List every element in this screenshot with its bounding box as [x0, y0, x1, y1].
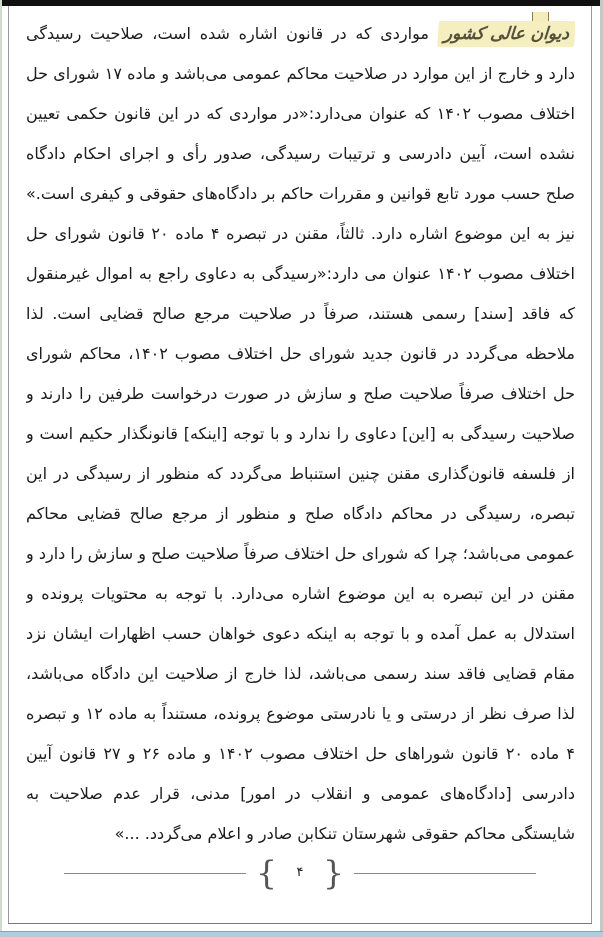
scan-bottom-edge [0, 931, 603, 937]
page-footer [64, 853, 536, 893]
footer-close-brace: } [323, 853, 344, 892]
footer-open-brace: { [256, 853, 277, 892]
footer-rule-left [64, 873, 246, 874]
paragraph-1-text: مواردی که در قانون اشاره شده است، صلاحیت رسیدگی دارد و خارج از این موارد در صلاحیت محاکم عمومی می‌باشد و ماده ۱۷ شورای حل اختلاف مصوب ۱۴۰۲ که عنوان می‌دارد:«در مواردی که در این قانون حکمی تعیین نشده است، آیین دادرسی و ترتیبات رسیدگی، صدور رأی و اجرای احکام دادگاه صلح حسب مورد تابع قوانین و مقررات حاکم بر دادگاه‌های حقوقی و کیفری است.» نیز به این موضوع اشاره دارد. ثالثاً، مقنن در تبصره ۴ ماده ۲۰ قانون شورای حل اختلاف مصوب ۱۴۰۲ عنوان می دارد:«رسیدگی به دعاوی راجع به اموال غیرمنقول که فاقد [سند] رسمی هستند، صرفاً در صلاحیت مرجع صالح قضایی است. لذا ملاحظه می‌گردد در قانون جدید شورای حل اختلاف مصوب ۱۴۰۲، محاکم شورای حل اختلاف صرفاً صلاحیت صلح و سازش در صورت درخواست طرفین را دارند و صلاحیت رسیدگی به [این] دعاوی را ندارد و با توجه [اینکه] قانونگذار حکیم است و از فلسفه قانون‌گذاری مقنن چنین استنباط می‌گردد که منظور از رسیدگی در این تبصره، رسیدگی در محاکم دادگاه صلح و منظور از مرجع صالح قضایی محاکم عمومی می‌باشد؛ چرا که شورای حل اختلاف صرفاً صلاحیت صلح و سازش را دارد و مقنن در این تبصره به این موضوع اشاره می‌دارد. با توجه به محتویات پرونده و استدلال به عمل آمده و با توجه به اینکه دعوی خواهان حسب اظهارات ایشان نزد مقام قضایی فاقد سند رسمی می‌باشد، لذا خارج از صلاحیت این دادگاه می‌باشد، لذا صرف نظر از درستی و یا نادرستی موضوع پرونده، مستنداً به ماده ۱۲ و تبصره ۴ ماده ۲۰ قانون شوراهای حل اختلاف مصوب ۱۴۰۲ و ماده ۲۶ و ۲۷ قانون آیین دادرسی [دادگاه‌های عمومی و انقلاب در امور] مدنی، قرار عدم صلاحیت به شایستگی محاکم حقوقی شهرستان تنکابن صادر و اعلام می‌گردد. ...» [26, 24, 575, 843]
body-paragraph-1 [26, 14, 575, 853]
document-body [26, 14, 575, 853]
supreme-court-logo: دیوان عالی کشور [437, 21, 575, 47]
footer-rule-right [354, 873, 536, 874]
page-border-frame [8, 6, 592, 924]
page-number: ۴ [296, 865, 304, 880]
scan-left-edge [0, 0, 2, 937]
